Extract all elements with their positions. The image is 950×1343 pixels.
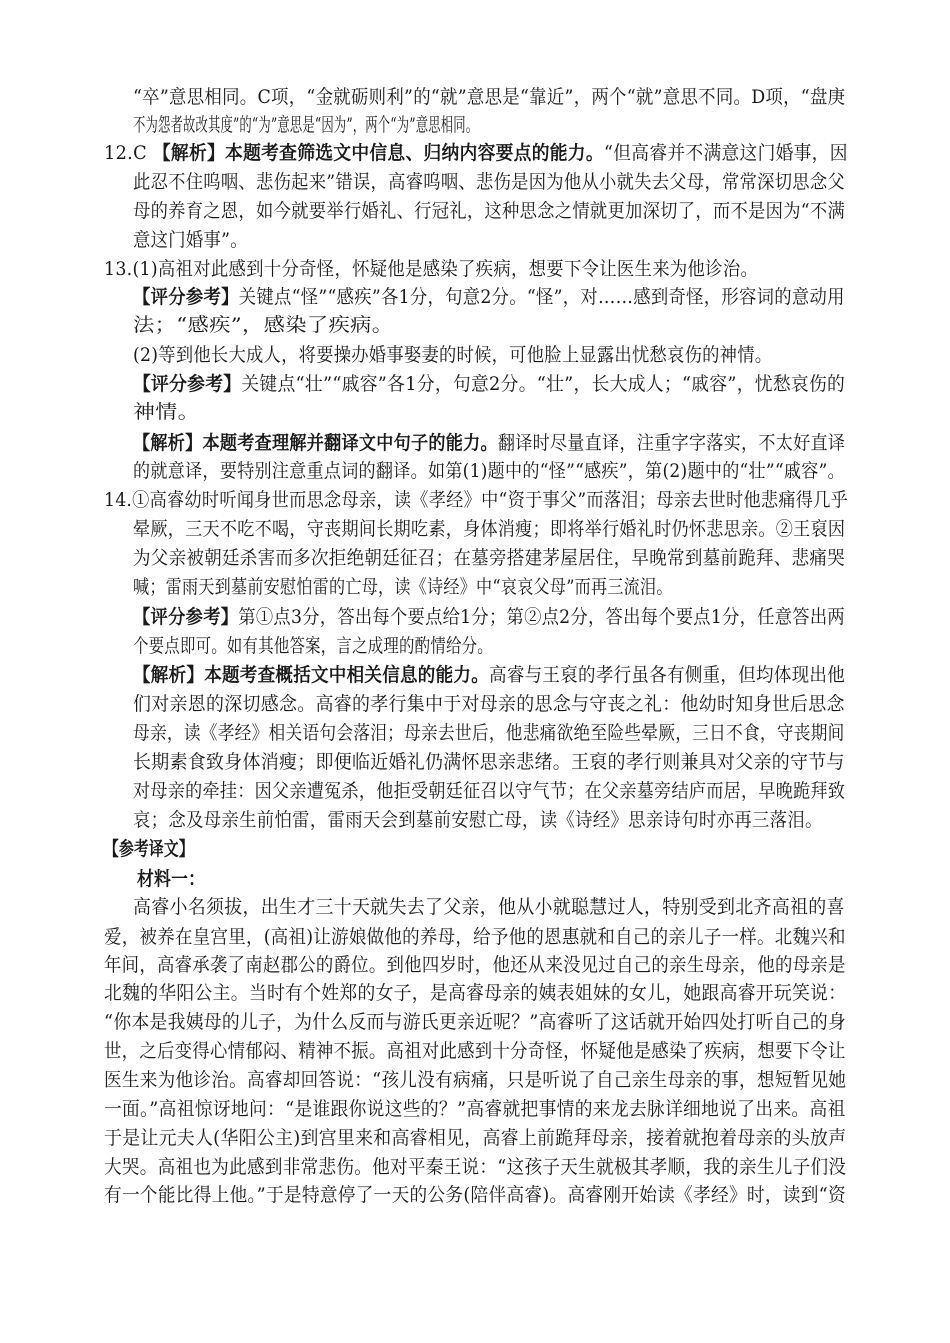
text-line [104,1180,846,1210]
text-segment: 长期素食致身体消瘦；即便临近婚礼仍满怀思亲悲绪。王裒的孝行则兼具对父亲的守节与 [133,751,845,773]
text-line [133,572,673,602]
text-line [133,543,845,573]
text-line [104,138,848,168]
text-line [133,660,845,690]
text-segment: 世，之后变得心情郁闷、精神不振。高祖对此感到十分奇怪，怀疑他是感染了疾病，想要下令让 [104,1040,846,1062]
bold-text: 【解析】本题考查概括文中相关信息的能力。 [133,664,490,686]
text-line [104,978,846,1008]
text-segment: 北魏的华阳公主。当时有个姓郑的女子，是高睿母亲的姨表姐妹的女儿，她跟高睿开玩笑说： [104,982,847,1004]
bold-text: 【解析】本题考查理解并翻译文中句子的能力。 [133,432,498,454]
bold-text: 【评分参考】 [133,286,239,308]
text-line [133,514,845,544]
text-segment: 12.C [104,142,153,164]
text-segment: 翻译时尽量直译，注重字字落实，不太好直译 [497,432,846,454]
text-segment: 哀；念及母亲生前怕雷，雷雨天会到墓前安慰亡母，读《诗经》思亲诗句时亦再三落泪。 [133,809,823,831]
text-segment: 母亲，读《孝经》相关语句会落泪；母亲去世后，他悲痛欲绝至险些晕厥，三日不食，守丧期间 [133,722,845,744]
text-line [133,167,845,197]
text-segment: 一面。”高祖惊讶地问：“是谁跟你说这些的？”高睿就把事情的来龙去脉详细地说了出来。高祖 [104,1098,846,1120]
text-line [104,834,194,864]
text-line [133,82,845,112]
text-segment: 为父亲被朝廷杀害而多次拒绝朝廷征召；在墓旁搭建茅屋居住，早晚常到墓前跪拜、悲痛哭 [133,547,846,569]
text-segment: 14.①高睿幼时听闻身世而思念母亲，读《孝经》中“资于事父”而落泪；母亲去世时他悲痛得几乎 [104,489,849,511]
text-line [133,776,845,806]
text-line [133,805,823,835]
text-line [104,950,846,980]
text-segment: 高睿小名须拔，出生才三十天就失去了父亲，他从小就聪慧过人，特别受到北齐高祖的喜 [133,896,845,918]
text-segment: (2)等到他长大成人，将要操办婚事娶妻的时候，可他脸上显露出忧愁哀伤的神情。 [133,344,773,366]
text-segment: 高睿与王裒的孝行虽各有侧重，但均体现出他 [489,664,846,686]
text-line [133,225,248,255]
text-segment: “卒”意思相同。C项，“金就砺则利”的“就”意思是“靠近”，两个“就”意思不同。D项，“盘庚 [133,86,846,108]
text-line [104,254,758,284]
bold-text: 材料一： [137,868,206,890]
bold-text: 【解析】本题考查筛选文中信息、归纳内容要点的能力。 [152,142,604,164]
text-segment: 医生来为他诊治。高睿却回答说：“孩儿没有病痛，只是听说了自己亲生母亲的事，想短暂见她 [104,1069,847,1091]
text-segment: 有一个能比得上他。”于是特意停了一天的公务(陪伴高睿)。高睿刚开始读《孝经》时，读到“资 [104,1184,846,1206]
text-segment: 喊；雷雨天到墓前安慰怕雷的亡母，读《诗经》中“哀哀父母”而再三流泪。 [133,576,673,598]
text-line [104,485,848,515]
text-line [104,1152,846,1182]
text-line [104,1123,846,1153]
text-line [133,397,200,427]
text-segment: 晕厥，三天不吃不喝，守丧期间长期吃素，身体消瘦；即将举行婚礼时仍怀悲思亲。②王裒因 [133,518,846,540]
text-segment: 年间，高睿承袭了南赵郡公的爵位。到他四岁时，他还从来没见过自己的亲生母亲，他的母亲是 [104,954,846,976]
text-line [133,196,845,226]
text-line [133,456,845,486]
text-line [133,310,393,340]
text-segment: 此忍不住呜咽、悲伤起来”错误，高睿呜咽、悲伤是因为他从小就失去父母，常常深切思念父 [133,171,846,193]
text-line [104,1036,846,1066]
text-segment: 第①点3分，答出每个要点给1分；第②点2分，答出每个要点1分，任意答出两 [238,606,845,628]
text-segment: 关键点“怪”“感疾”各1分，句意2分。“怪”，对……感到奇怪，形容词的意动用 [238,286,845,308]
text-line [133,689,845,719]
text-line [133,718,845,748]
text-line [133,892,845,922]
text-segment: “你本是我姨母的儿子，为什么反而与游氏更亲近呢？”高睿听了这话就开始四处打听自己的身 [104,1011,847,1033]
text-segment: 法；“感疾”，感染了疾病。 [133,314,394,336]
text-line [133,602,845,632]
text-segment: 们对亲恩的深切感念。高睿的孝行集中于对母亲的思念与守丧之礼：他幼时知身世后思念 [133,693,845,715]
text-segment: 爱，被养在皇宫里，(高祖)让游娘做他的养母，给予他的恩惠就和自己的亲儿子一样。北魏兴和 [104,926,846,948]
text-line [133,747,845,777]
text-segment: 母的养育之恩，如今就要举行婚礼、行冠礼，这种思念之情就更加深切了，而不是因为“不满 [133,200,846,222]
text-segment: 13.(1)高祖对此感到十分奇怪，怀疑他是感染了疾病，想要下令让医生来为他诊治。 [104,258,759,280]
text-segment: 的就意译，要特别注意重点词的翻译。如第(1)题中的“怪”“感疾”，第(2)题中的“壮”“戚容”。 [133,460,845,482]
text-line [104,1065,846,1095]
text-segment: 神情。 [133,401,200,423]
text-line [104,1007,846,1037]
text-line [104,922,846,952]
text-segment: 不为怨者故改其度”的“为”意思是“因为”，两个“为”意思相同。 [133,114,479,136]
bold-text: 【参考译文】 [104,838,194,860]
text-line [133,369,845,399]
text-line [104,1094,846,1124]
text-line [137,864,205,894]
text-line [133,631,493,661]
text-segment: 关键点“壮”“戚容”各1分，句意2分。“壮”，长大成人；“戚容”，忧愁哀伤的 [241,373,846,395]
text-segment: 个要点即可。如有其他答案，言之成理的酌情给分。 [133,635,493,657]
bold-text: 【评分参考】 [133,606,239,628]
text-line [133,110,478,140]
text-segment: 大哭。高祖也为此感到非常悲伤。他对平秦王说：“这孩子天生就极其孝顺，我的亲生儿子们没 [104,1156,847,1178]
text-line [133,282,845,312]
text-segment: “但高睿并不满意这门婚事，因 [603,142,848,164]
text-line [133,340,772,370]
bold-text: 【评分参考】 [133,373,242,395]
text-segment: 意这门婚事”。 [133,229,248,251]
text-segment: 对母亲的牵挂：因父亲遭冤杀，他拒受朝廷征召以守气节；在父亲墓旁结庐而居，早晚跪拜致 [133,780,846,802]
text-segment: 于是让元夫人(华阳公主)到宫里来和高睿相见，高睿上前跪拜母亲，接着就抱着母亲的头放声 [104,1127,847,1149]
text-line [133,428,845,458]
